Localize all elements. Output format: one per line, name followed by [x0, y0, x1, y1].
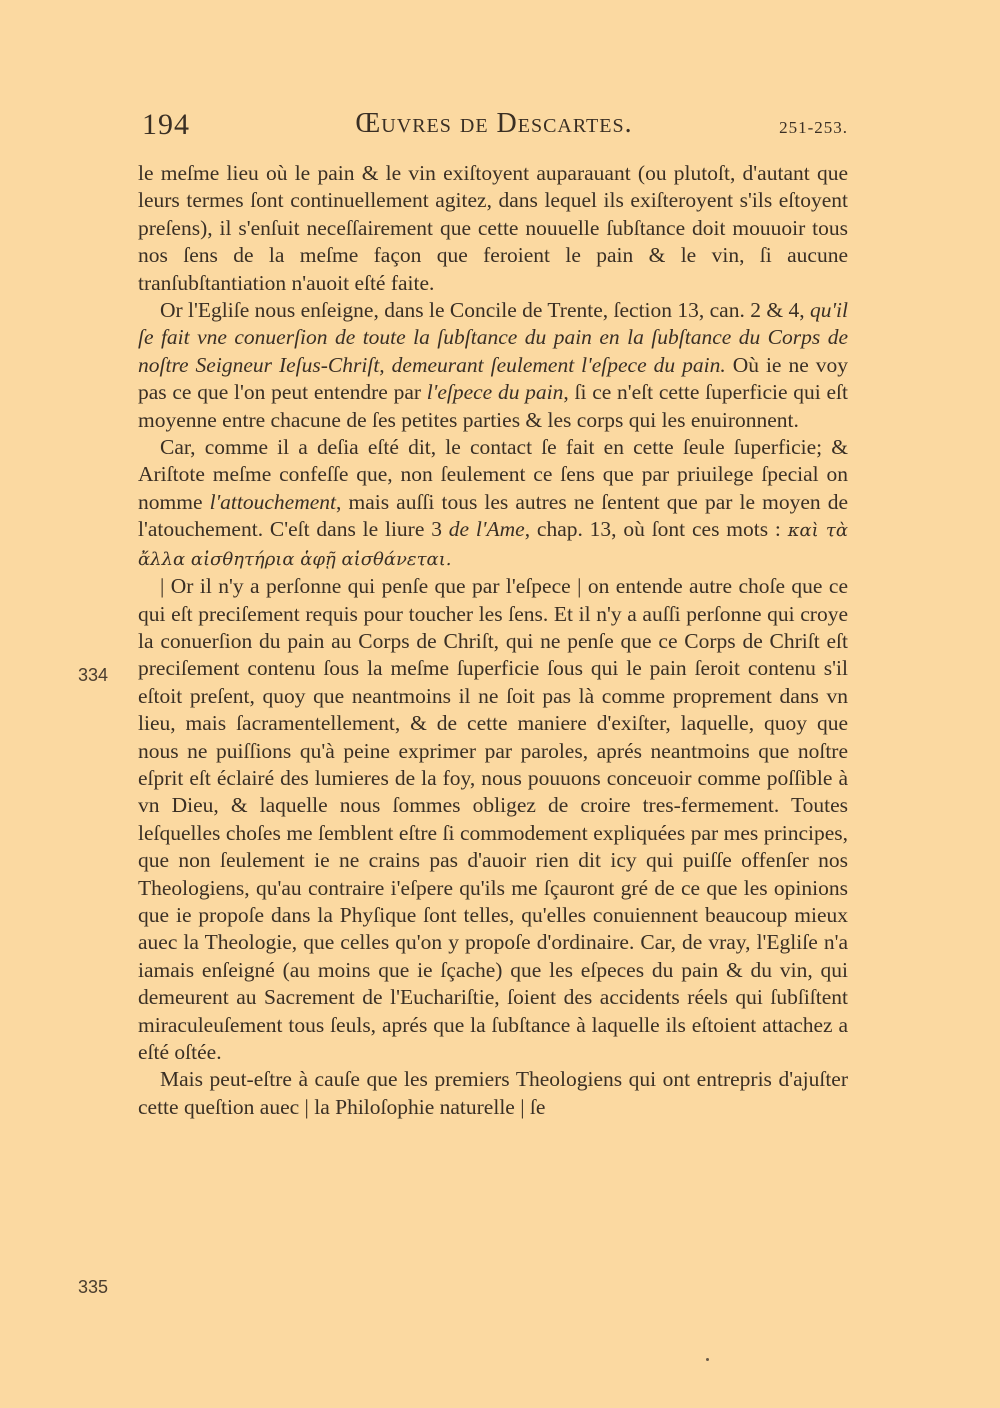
paragraph-closing: Mais peut-eſtre à cauſe que les premiers Theologiens qui ont entrepris d'ajuſter cette queſtion auec | la Philoſophie naturelle | ſe	[138, 1067, 848, 1119]
paragraph-text: , ſi ce n'eſt cette ſuperficie qui eſt moyenne entre chacune de ſes petites parties & les corps qui les enuironnent.	[138, 380, 848, 432]
quotation: qu'il ſe fait vne conuerſion de toute la ſubſtance du pain en la ſubſtance du Corps de noſtre Seigneur Ieſus-Chriſt, demeurant ſeulement l'eſpece du pain.	[138, 298, 848, 377]
paragraph-text: Or l'Egliſe nous enſeigne, dans le Concile de Trente, ſection 13, can. 2 & 4,	[160, 298, 810, 323]
paragraph-text: , chap. 13, où ſont ces mots :	[524, 517, 788, 542]
page-range: 251-253.	[779, 118, 848, 137]
page-number: 194	[142, 108, 190, 141]
margin-page-number: 334	[78, 665, 109, 685]
page-speck	[706, 1358, 709, 1361]
paragraph-theologians: | Or il n'y a perſonne qui penſe que par l'eſpece | on entende autre choſe que ce qui eſt preciſement requis pour toucher les ſens. Et il n'y a auſſi perſonne qui croye la conuerſion du pain au Corps de Chriſt, qui ne penſe que ce Corps de Chriſt eſt preciſement contenu ſous la meſme ſuperficie ſous qui le pain ſeroit contenu s'il eſtoit preſent, quoy que neantmoins il ne ſoit pas là comme proprement dans vn lieu, mais ſacramentellement, & de cette maniere d'exiſter, laquelle, quoy que nous ne puiſſions qu'à peine exprimer par paroles, aprés neantmoins que noſtre eſprit eſt éclairé des lumieres de la foy, nous pouuons conceuoir comme poſſible à vn Dieu, & laquelle nous ſommes obligez de croire tres-fermement. Toutes leſquelles choſes me ſemblent eſtre ſi commodement expliquées par mes principes, que non ſeulement ie ne crains pas d'auoir rien dit icy qui puiſſe offenſer nos Theologiens, qu'au contraire i'eſpere qu'ils me ſçauront gré de ce que les opinions que ie propoſe dans la Phyſique ſont telles, qu'elles conuiennent beaucoup mieux auec la Theologie, que celles qu'on y propoſe d'ordinaire. Car, de vray, l'Egliſe n'a iamais enſeigné (au moins que ie ſçache) que les eſpeces du pain & du vin, qui demeurent au Sacrement de l'Euchariſtie, ſoient des accidents réels qui ſubſiſtent miraculeuſement tous ſeuls, aprés que la ſubſtance à laquelle ils eſtoient attachez a eſté oſtée.	[138, 574, 848, 1064]
greek-quotation: καὶ τὰ ἄλλα αἰσθητήρια ἁφῇ αἰσθάνεται.	[138, 520, 849, 570]
paragraph-text: Où ie ne voy pas ce que l'on peut entendre par	[138, 352, 848, 405]
paragraph-aristotle	[138, 434, 848, 573]
page-header	[140, 108, 848, 148]
paragraph-text: , mais auſſi tous les autres ne ſentent que par le moyen de l'atouchement. C'eſt dans le liure 3	[138, 489, 848, 542]
running-title: Œuvres de Descartes.	[355, 108, 633, 139]
body-text	[138, 160, 848, 1121]
paragraph-text: Car, comme il a deſia eſté dit, le contact ſe fait en cette ſeule ſuperficie; & Ariſtote meſme confeſſe que, non ſeulement ce ſens que par priuilege ſpecial on nomme	[138, 435, 848, 514]
quoted-term: l'eſpece du pain	[426, 380, 564, 405]
paragraph-council-of-trent	[138, 297, 848, 434]
paragraph-continuation: le meſme lieu où le pain & le vin exiſtoyent auparauant (ou plutoſt, d'autant que leurs termes ſont continuellement agitez, dans lequel ils exiſteroyent s'ils eſtoyent preſens), il s'enſuit neceſſairement que cette nouuelle ſubſtance doit mouuoir tous nos ſens de la meſme façon que feroient le pain & le vin, ſi aucune tranſubſtantiation n'auoit eſté faite.	[138, 161, 848, 295]
book-title: de l'Ame	[448, 517, 525, 542]
quoted-term: l'attouchement	[209, 489, 336, 514]
margin-page-number: 335	[78, 1277, 109, 1297]
